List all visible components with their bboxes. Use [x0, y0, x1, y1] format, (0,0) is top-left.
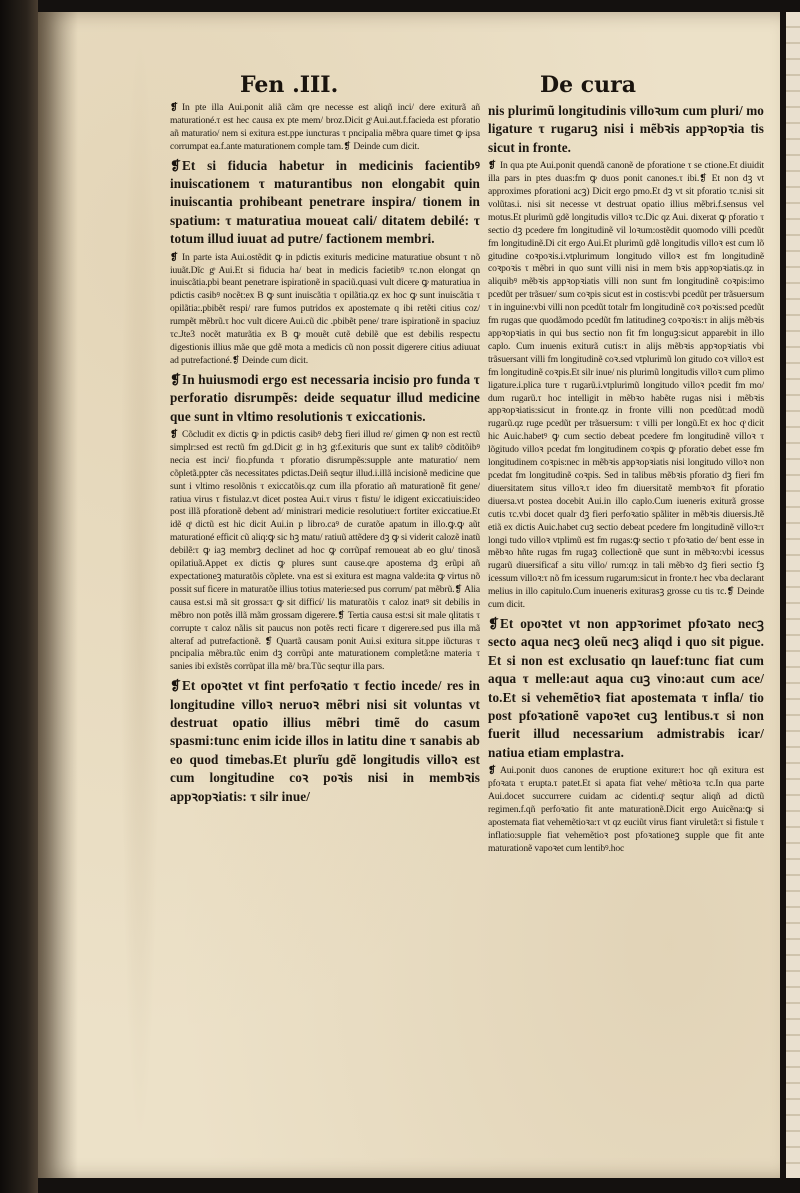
paragraph-text: In pte illa Aui.ponit aliã cãm qre necesse est aliqñ inci/ dere exiturã añ maturationé.τ est hec causa ex pte mem/ broz.Dicit gͦ Aui.aut.f.facieda est pforatio añ maturatio/ nem si exitura est.ppe iuncturas τ pncipalia mẽbra quare timet ꝙ ipsa corrumpat ea.f.ante maturationem comple tam.❡ Deinde cum dicit.	[170, 102, 480, 152]
right-text-column	[488, 102, 764, 859]
spine-shadow	[38, 12, 78, 1178]
paragraph-text: Et si fiducia habetur in medicinis facientibꝰ inuiscationem τ maturantibus non elongabit quin inuiscantia prohibeant penetrare inspira/ tionem in spatium: τ maturatiua moueat cali/ ditatem debilé: τ totum illud iuuat ad putre/ factionem membri.	[170, 157, 480, 247]
text-paragraph	[170, 429, 480, 674]
paragraph-mark: ❡	[170, 371, 182, 387]
paragraph-mark: ❡	[170, 678, 182, 694]
running-head-right: De cura	[540, 72, 636, 98]
text-paragraph	[488, 615, 764, 762]
paragraph-mark: ❡	[170, 157, 182, 173]
color-scale-bar	[786, 12, 800, 1178]
text-paragraph	[170, 252, 480, 368]
paragraph-text: Et opoꝛtet vt non appꝛorimet pfoꝛato necꝫ secto aqua necꝫ oleũ necꝫ aliqd i quo sit pigue. Et si non est exclusatio qn lauef:tunc fiat cum aqua τ melle:aut aqua cuꝫ vino:aut cum ace/ to.Et si vehemẽtioꝛ fiat apostemata τ infla/ tio post pfoꝛationẽ vapoꝛet cuꝫ lentibus.τ si non fuerit illud necessarium admistrabis icar/ natiua etiam emplastra.	[488, 615, 764, 760]
text-paragraph	[170, 157, 480, 249]
left-text-column	[170, 102, 480, 809]
text-paragraph	[488, 102, 764, 157]
paragraph-text: nis plurimũ longitudinis villoꝛum cum pluri/ mo ligature τ rugaruꝫ nisi i mẽbꝛis appꝛopꝛia tis sicut in fronte.	[488, 103, 764, 155]
paragraph-mark: ❡	[170, 102, 178, 113]
text-paragraph	[488, 765, 764, 855]
paragraph-mark: ❡	[170, 251, 178, 263]
paragraph-text: Et opoꝛtet vt fint perfoꝛatio τ fectio incede/ res in longitudine villoꝛ neruoꝛ mẽbri nisi sit voluntas vt destruat opatio illius mẽbri timẽ do casum spasmi:tunc enim icide illos in latitu dine τ sanabis ab eo quod timebas.Et plurĩu gdẽ longitudis villoꝛ est cum longitudine coꝛ poꝛis nisi in membꝛis appꝛopꝛiatis: τ silr inue/	[170, 678, 480, 804]
paragraph-text: Aui.ponit duos canones de eruptione exiture:τ hoc qñ exitura est pfoꝛata τ erupta.τ patet.Et si apata fiat vehe/ mẽtioꝛa τc.In qua parte Aui.docet succurrere cuidam ac cidenti.qͦ seqtur aliqñ ad dictũ regimen.f.qñ perfoꝛatio fit ante maturationẽ.Dicit ergo Auicẽna:ꝙ si apostemata fiat vehemẽtioꝛa:τ vt qz euciũt virus fiant viruletã:τ si fistule τ inflatio:supple fiat vehemẽtioꝛ post pfoꝛationeꝫ supple que fit ante maturationẽ vapoꝛet cum lentibꝰ.hoc	[488, 765, 764, 854]
paragraph-mark: ❡	[488, 160, 496, 172]
paragraph-text: Cõcludit ex dictis ꝙ in pdictis casibꝰ debꝫ fieri illud re/ gimen ꝙ non est rectũ simplr:sed est rectũ fm gd.Dicit gͦ. in hꝫ gͦ.f.exituris que sunt ex talibꝰ cõditõibꝰ necia est inci/ fio.pfunda τ pforatio disrumpẽs:supple ante maturatio/ nem cõpletã.ppter cãs necessitates pdictas.Deiñ seqtur illud.i.illã incisionẽ medicine que sunt i vltimo resolõnis τ exiccatõis.qz cum illa pforatio añ maturationẽ fit gene/ ratiua virus τ fistulaz.vt dicet postea Aui.τ virus τ fistu/ le idigent exiccatiuis:ideo post illã pforationẽ debent ad/ ministrari medicie resolutiue:τ fortiter exiccatiue.Et idẽ qͦ dictũ est hic dicit Aui.in p libro.caꝰ de curatõe apatum in illo.ꝙ.ꝙ aũt maturationé efficit cũ aliq:ꝙ sic hꝫ matu/ ratiuũ attẽdere dꝫ ꝙ si viderit calozẽ inatũ debilẽ:τ ꝙ iaꝫ membrꝫ declinet ad hoc ꝙ corrũpaf remoueat ab eo glu/ tinosã opilatiuã.Appet ex dictis ꝙ plures sunt cause.qre apostema dꝫ erũpi añ expectationeꝫ maturatõis cõplete. vna est si exitura est magna valde:ita ꝙ virtus nõ possit suf ficere in maturatõe illius totius materie:sed pus corrum/ pat mẽbrũ.❡ Alia causa est.si mã sit grossa:τ ꝙ sit difficí/ lis maturatõis τ caloz inatꝰ sit debilis in mẽbro non potẽs illã mãm grossam digerere.❡ Tertia causa est:si sit male qlitatis τ corrupte τ caloz nãlis sit paucus non potẽs recti ficare τ digerere.sed pus illa mã alteraf ad putrefactionẽ. ❡ Quartã causam ponit Aui.si exitura sit.ppe iũcturas τ pncipalia mẽbra.tũc enim dꝫ corrũpi ante maturationem completã:ne materia τ sanies ibi exĩstẽs corrũpat illa mẽ/ bra.Tũc seqtur illa pars.	[170, 429, 480, 673]
text-paragraph	[170, 102, 480, 154]
paragraph-text: In parte ista Aui.ostẽdit ꝙ in pdictis exituris medicine maturatiue obsunt τ nõ iuuãt.Dĩc gͦ Aui.Et si fiducia ha/ beat in medicis facietibꝰ τc.non elongat qn inuiscãtia.pbi beant penetrare ispirationẽ in spaciũ.quasi vult dicere ꝙ maturatiua in pdictis casibꝰ nocẽt:ex B ꝙ sunt inuiscãtia τ opilãtia.qz ex hoc ꝙ sunt inuiscãtia τ opilãtia:.pbibẽt respi/ rare fumos putridos ex apostemate q ibi retẽti citius coz/ rumpẽt mẽbrũ.τ hoc vult dicere Aui.cũ dic .pbibẽt pene/ trare ispirationẽ in spaciuz τc.Jte3 nocẽt maturãtia ex B ꝙ mouẽt cutẽ debilẽ que est debilis respectu digestionis illius mãe que gdẽ mota a medicis cũ non possit digerere citius adiuuat ad putrefactioné.❡ Deinde cum dicit.	[170, 251, 480, 366]
page-stain	[120, 30, 160, 1150]
text-paragraph	[170, 677, 480, 806]
text-paragraph	[170, 371, 480, 426]
book-gutter	[0, 0, 38, 1193]
running-head-left: Fen .III.	[240, 72, 339, 98]
text-paragraph	[488, 160, 764, 612]
paragraph-mark: ❡	[488, 615, 500, 631]
paragraph-mark: ❡	[488, 765, 496, 777]
paragraph-text: In qua pte Aui.ponit quendã canonẽ de pforatione τ se ctione.Et diuidit illa pars in ptes duas:fm ꝙ duos ponit canones.τ ibi.❡ Et non dꝫ vt approximes pforationi acꝫ) Dicit ergo pmo.Et dꝫ vt sit pforatio τc.nisi sit volũtas.i. nisi sit necesse vt destruat opatio illius mẽbri.f.sensus vel motus.Et plurimũ gdẽ longitudis villoꝛ τc.Dic qz Aui. dixerat ꝙ pforatio τ sectio dꝫ pcedere fm longitudinẽ vil loꝛum:ostẽdit quomodo villi pcedũt fm longitudinẽ.Di cit ergo Aui.Et plurimũ gdẽ longitudis villoꝛ est cum lõ gitudine coꝛpoꝛis.i.vtplurimum longitudo villoꝛ est fm longitudinẽ coꝛpoꝛis τ mẽbri in quo sunt villi nisi in mem bꝛis appꝛopꝛiatis.qz in aliquibꝰ mẽbꝛis appꝛopꝛiatis villi non sunt fm longitudinẽ coꝛpis:imo pcedũt per trãsuer/ sum coꝛpis sicut est in costis:vbi pcedũt per trãsuersum τ in inguine:vbi villi non pcedũt totalr fm longitudinẽ coꝛ poꝛis:sed pcedũt fm rugas que quodãmodo pcedũt fm latitudineꝫ coꝛpoꝛis:τ in alijs mẽbꝛis appꝛopꝛiatis in qui bus sectio non fit fm longuꝫ:sicut apparebit in illo caplo. Cum inuenis exiturã cutis:τ in alijs mẽbꝛis appꝛopꝛiatis vbi trãsuersant villi fm longitudinẽ coꝛ.sed vtplurimũ lon gitudo coꝛ villoꝛ est fm longitudinẽ coꝛpis.Et silr inue/ nis plurimũ longitudis villoꝛ cum plimo ligature.i.plica ture τ rugarũ.i.vtplurimũ longitudo villoꝛ pcedit fm mo/ dum rugarũ.τ hoc intelligit in mẽbꝛo habẽte rugas nisi i mẽbꝛis appꝛopꝛiatis:sicut in fronte.qz in fronte villi non pcedũt:ad modũ rugarũ.qz ruge pcedũt per trãsuersum: τ villi per longũ.Et ex hoc qͦ dicit hic Auic.habetꝰ ꝙ cum sectio debeat pcedere fm longitudinẽ villoꝛ τ lõgitudo villoꝛ pcedat fm longitudinem coꝛpis ꝙ pforatio debet esse fm longitudinem coꝛpis:nec in mẽbꝛis appꝛopꝛiatis nisi longitudo villoꝛ non pcedat fm longitudinẽ coꝛpis. Sed in talibus mẽbꝛis pforatio dꝫ fieri fm diuersitatem situs villoꝛ.τ ideo fm diuersitatẽ membꝛoꝛ fit pforatio diuersa.vt postea docebit Aui.in illo caplo.Cum iueneris exiturã grosse cutis τc.vbi docet qualr dꝫ fieri perfoꝛatio spãliter in mẽbꝛis diuersis.Jtẽ etiã ex dictis Auic.habet cuꝫ sectio debeat pcedere fm longitudinẽ villoꝛ:τ longi tudo villoꝛ vtplimũ est fm rugas:ꝙ sectio τ pfoꝛatio de/ bent esse in mẽbꝛo hñte rugas fm rugaꝫ collectionẽ que sunt in mẽbꝛo:vbi icessus rugarũ diuersificaf a situ villo/ rum:qz in tali mẽbꝛo dꝫ fieri sectio fꝫ icessum villoꝛ:τ nõ fm icessum rugarum:sicut in fronte.τ hec vba declarant melius in illo capitulo.Cum inueneris exiturasꝫ grosse cu tis τc.❡ Deinde cum dicit.	[488, 160, 764, 611]
paragraph-mark: ❡	[170, 429, 178, 441]
paragraph-text: In huiusmodi ergo est necessaria incisio pro funda τ perforatio disrumpẽs: deide sequatur illud medicine que sunt in vltimo resolutionis τ exiccationis.	[170, 371, 480, 424]
